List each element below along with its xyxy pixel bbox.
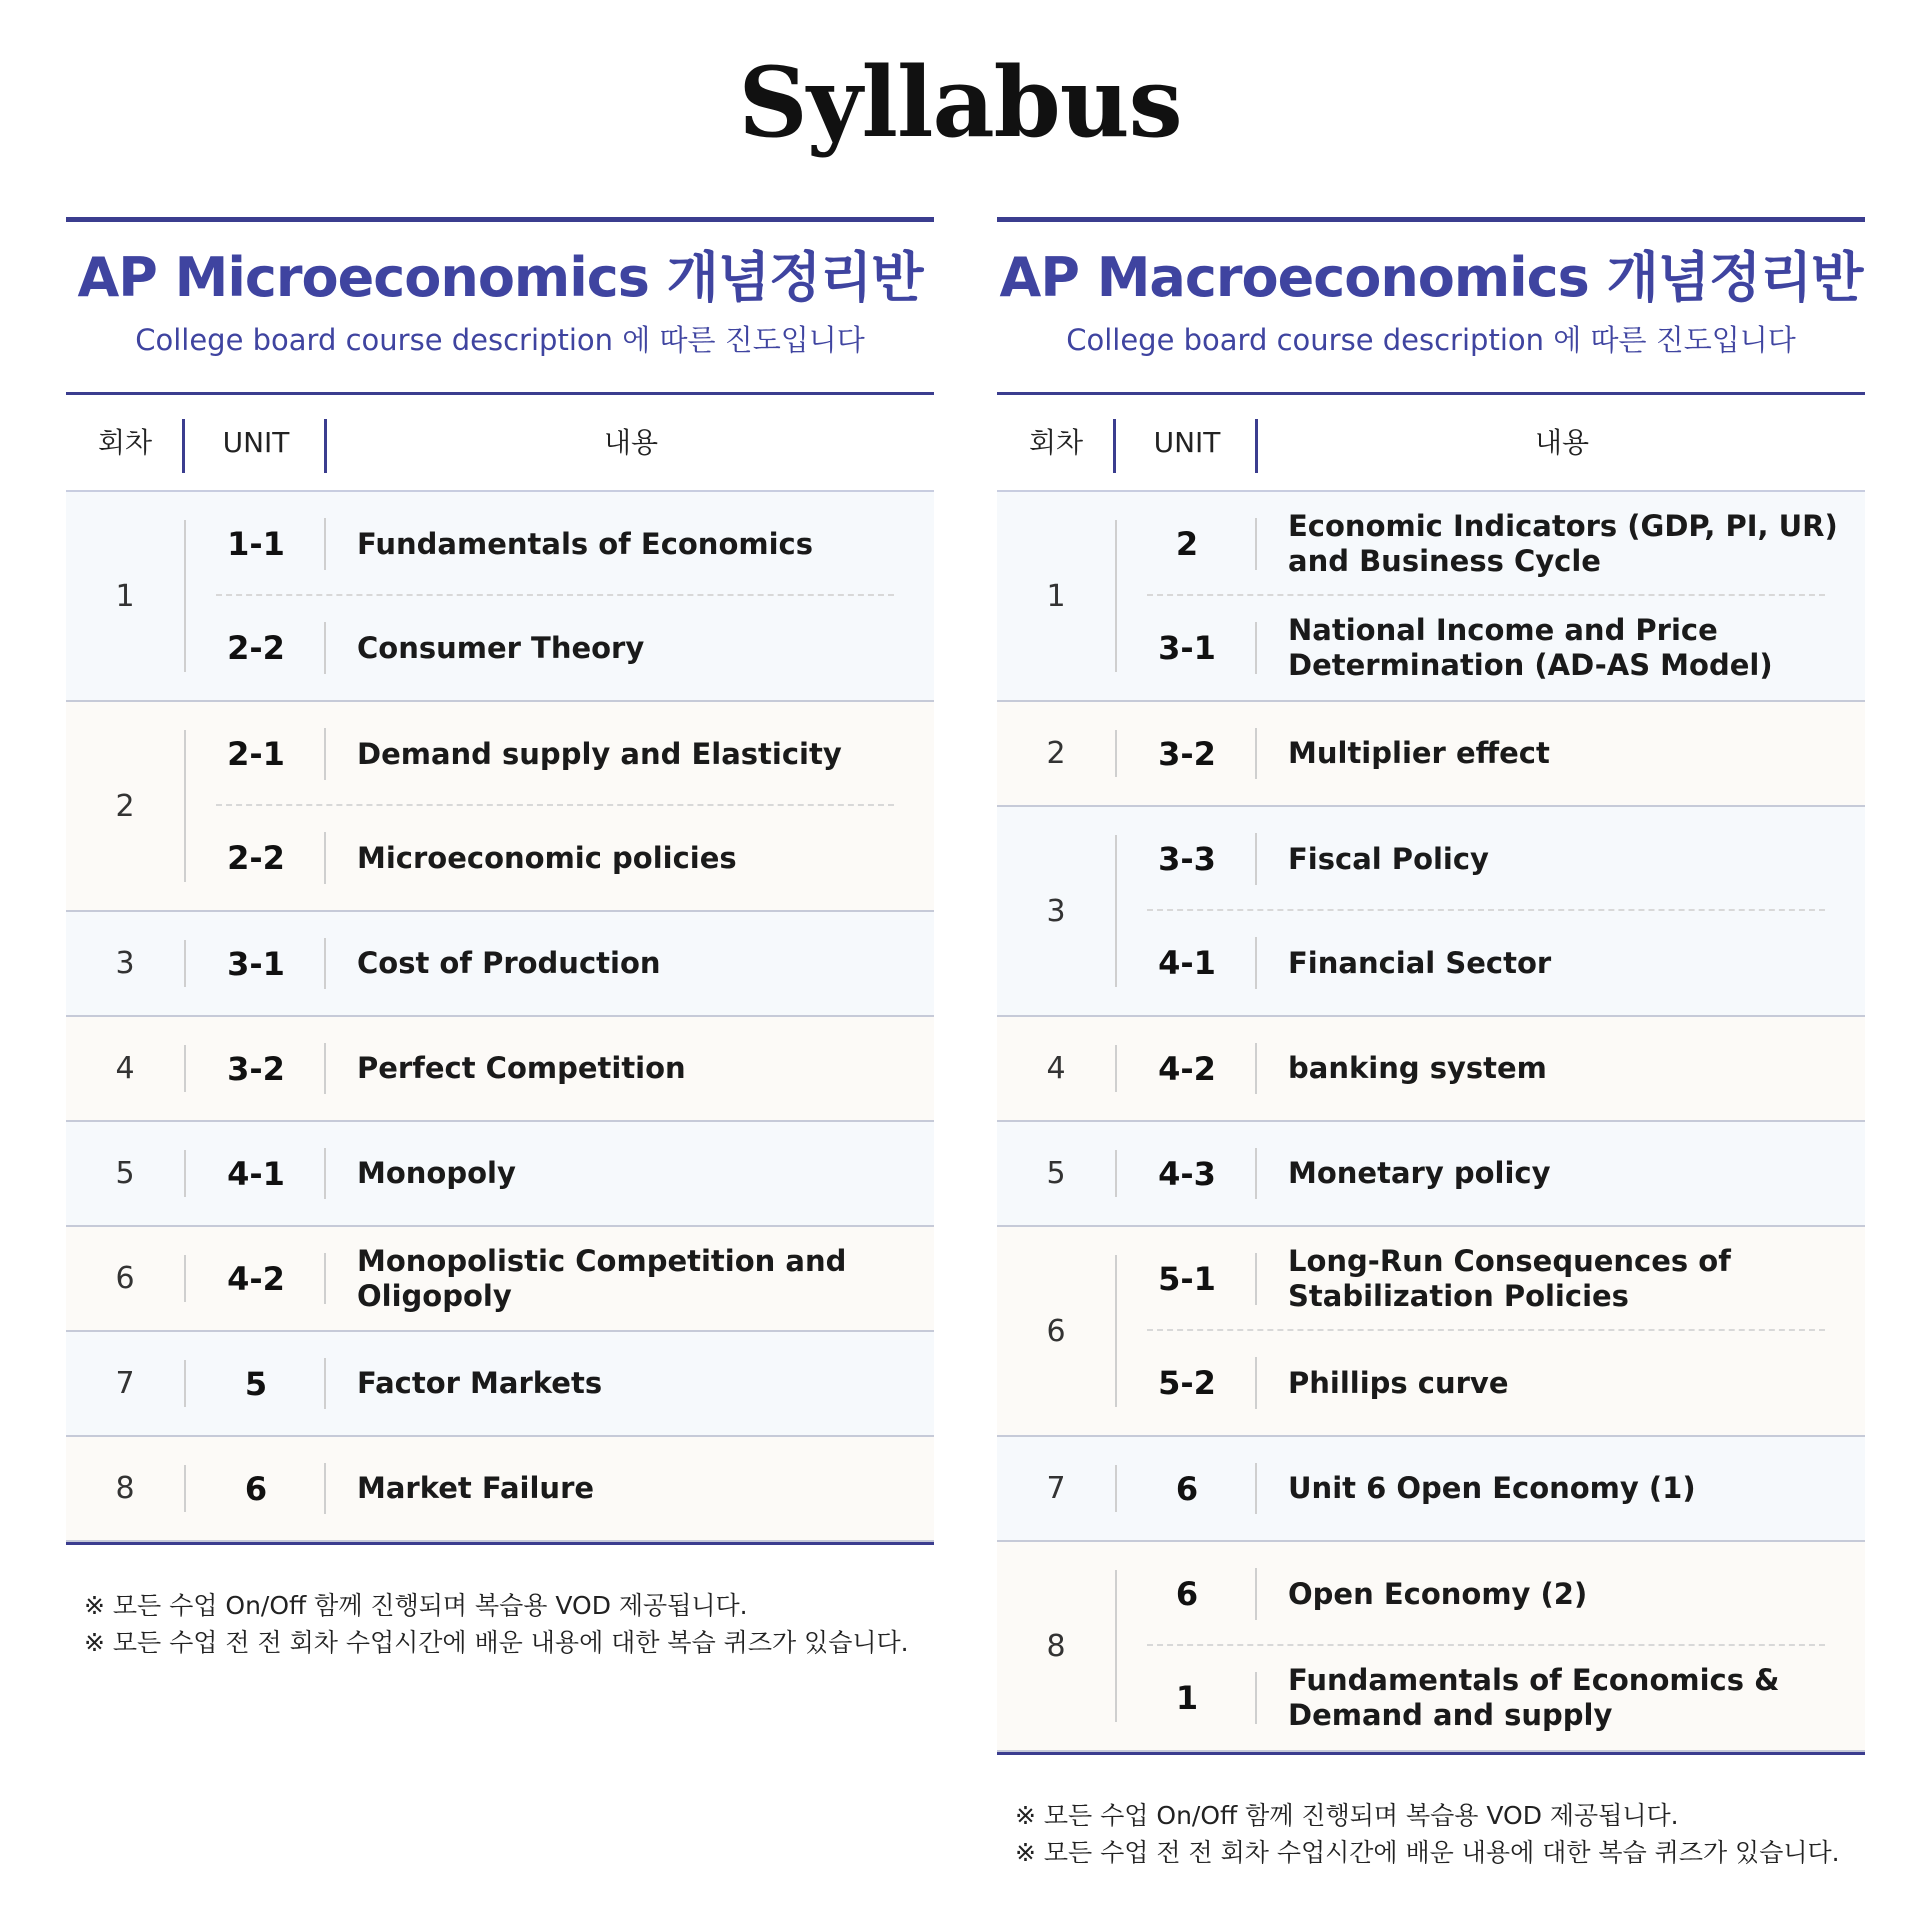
- session-number: 1: [1046, 578, 1066, 614]
- micro-syllabus-panel: [66, 217, 934, 1657]
- table-row: [997, 1646, 1865, 1750]
- session-group: [997, 492, 1865, 702]
- course-title: AP Macroeconomics 개념정리반: [999, 246, 1863, 309]
- column-separator: [1255, 937, 1257, 989]
- session-group: [66, 912, 934, 1017]
- column-separator: [324, 518, 326, 570]
- table-bottom-rule: [66, 1542, 934, 1545]
- session-group: [997, 1122, 1865, 1227]
- table-header: [997, 395, 1865, 492]
- unit-content: Demand supply and Elasticity: [357, 736, 842, 771]
- unit-content: Open Economy (2): [1288, 1576, 1588, 1611]
- table-row: [997, 1017, 1865, 1120]
- unit-code: 2: [1175, 525, 1199, 563]
- unit-code: 6: [244, 1469, 268, 1508]
- session-number: 7: [115, 1366, 135, 1401]
- unit-content: Phillips curve: [1288, 1365, 1509, 1400]
- footnote: ※ 모든 수업 전 전 회차 수업시간에 배운 내용에 대한 복습 퀴즈가 있습니다.: [1015, 1838, 1840, 1867]
- session-number: 6: [1046, 1313, 1066, 1349]
- unit-content: Unit 6 Open Economy (1): [1288, 1471, 1696, 1506]
- unit-code: 1-1: [227, 525, 285, 563]
- unit-content: Consumer Theory: [357, 630, 645, 665]
- footnotes: [66, 1587, 934, 1661]
- course-subtitle: College board course description 에 따른 진도입니다: [135, 323, 865, 358]
- unit-content: Market Failure: [357, 1471, 595, 1506]
- session-number: 3: [1046, 893, 1066, 929]
- unit-code: 3-2: [227, 1049, 285, 1088]
- session-number: 8: [115, 1471, 135, 1506]
- column-separator: [1255, 622, 1257, 674]
- table-row: [997, 596, 1865, 700]
- macro-syllabus-panel: [997, 217, 1865, 1867]
- session-group: [66, 1332, 934, 1437]
- table-row: [66, 1437, 934, 1540]
- table-row: [66, 596, 934, 700]
- table-row: [997, 911, 1865, 1015]
- column-separator: [324, 1043, 326, 1094]
- header-separator: [182, 419, 185, 473]
- unit-content: banking system: [1288, 1051, 1547, 1086]
- session-group: [66, 1122, 934, 1227]
- table-row: [997, 1437, 1865, 1540]
- column-separator: [1255, 1357, 1257, 1409]
- table-row: [66, 1122, 934, 1225]
- unit-code: 2-1: [227, 735, 285, 773]
- header-session: 회차: [1028, 426, 1084, 459]
- table-row: [997, 1542, 1865, 1646]
- unit-content: Monopoly: [357, 1156, 516, 1191]
- unit-code: 4-1: [1158, 944, 1216, 982]
- unit-content: Microeconomic policies: [357, 840, 737, 875]
- session-number: 4: [115, 1051, 135, 1086]
- column-separator: [1255, 1568, 1257, 1620]
- unit-content: Cost of Production: [357, 946, 661, 981]
- session-group: [66, 1017, 934, 1122]
- session-group: [66, 1437, 934, 1542]
- session-group: [997, 702, 1865, 807]
- unit-code: 3-2: [1158, 734, 1216, 773]
- column-separator: [1255, 1253, 1257, 1305]
- header-content: 내용: [1534, 426, 1590, 459]
- table-row: [997, 1227, 1865, 1331]
- session-group: [66, 1227, 934, 1332]
- header-session: 회차: [97, 426, 153, 459]
- column-separator: [1255, 1148, 1257, 1199]
- unit-code: 5: [244, 1364, 268, 1403]
- unit-code: 6: [1175, 1469, 1199, 1508]
- session-group: [997, 1437, 1865, 1542]
- unit-code: 4-2: [1158, 1049, 1216, 1088]
- table-row: [66, 1227, 934, 1330]
- unit-code: 2-2: [227, 629, 285, 667]
- column-separator: [324, 622, 326, 674]
- course-title: AP Microeconomics 개념정리반: [77, 246, 923, 309]
- table-row: [997, 807, 1865, 911]
- session-group: [66, 492, 934, 702]
- unit-content: Financial Sector: [1288, 945, 1552, 980]
- column-separator: [324, 938, 326, 989]
- header-separator: [1255, 419, 1258, 473]
- unit-code: 5-1: [1158, 1260, 1216, 1298]
- unit-code: 3-1: [227, 944, 285, 983]
- session-number: 4: [1046, 1051, 1066, 1086]
- unit-content: National Income and Price Determination (AD-AS Model): [1288, 613, 1773, 682]
- table-row: [66, 1017, 934, 1120]
- unit-content: Fundamentals of Economics: [357, 526, 813, 561]
- table-row: [66, 912, 934, 1015]
- unit-content: Fiscal Policy: [1288, 841, 1489, 876]
- session-number: 5: [1046, 1156, 1066, 1191]
- unit-content: Monopolistic Competition and Oligopoly: [357, 1243, 847, 1313]
- session-number: 3: [115, 946, 135, 981]
- unit-code: 2-2: [227, 839, 285, 877]
- session-number: 8: [1046, 1628, 1066, 1664]
- column-separator: [324, 1148, 326, 1199]
- header-separator: [324, 419, 327, 473]
- syllabus-rows: [997, 492, 1865, 1871]
- session-group: [997, 1227, 1865, 1437]
- unit-code: 3-1: [1158, 629, 1216, 667]
- header-unit: UNIT: [1153, 426, 1221, 459]
- unit-content: Long-Run Consequences of Stabilization Policies: [1288, 1244, 1731, 1313]
- column-separator: [1255, 1672, 1257, 1724]
- table-row: [997, 702, 1865, 805]
- header-separator: [1113, 419, 1116, 473]
- unit-content: Fundamentals of Economics & Demand and supply: [1288, 1663, 1780, 1732]
- header-content: 내용: [603, 426, 659, 459]
- page-title: Syllabus: [738, 46, 1182, 159]
- footnote: ※ 모든 수업 전 전 회차 수업시간에 배운 내용에 대한 복습 퀴즈가 있습니다.: [84, 1628, 909, 1657]
- session-number: 7: [1046, 1471, 1066, 1506]
- table-row: [997, 1331, 1865, 1435]
- table-row: [997, 1122, 1865, 1225]
- unit-code: 4-1: [227, 1154, 285, 1193]
- table-row: [66, 1332, 934, 1435]
- table-row: [66, 806, 934, 910]
- column-separator: [1255, 1043, 1257, 1094]
- unit-code: 5-2: [1158, 1364, 1216, 1402]
- column-separator: [1255, 518, 1257, 570]
- session-group: [997, 1017, 1865, 1122]
- table-row: [66, 492, 934, 596]
- unit-content: Multiplier effect: [1288, 736, 1550, 771]
- unit-code: 4-2: [227, 1259, 285, 1298]
- session-group: [997, 807, 1865, 1017]
- panel-top-rule: [997, 217, 1865, 222]
- session-number: 2: [115, 788, 135, 824]
- session-number: 5: [115, 1156, 135, 1191]
- footnote: ※ 모든 수업 On/Off 함께 진행되며 복습용 VOD 제공됩니다.: [84, 1591, 748, 1620]
- column-separator: [1255, 1463, 1257, 1514]
- syllabus-rows: [66, 492, 934, 1661]
- course-subtitle: College board course description 에 따른 진도입니다: [1066, 323, 1796, 358]
- unit-code: 3-3: [1158, 840, 1216, 878]
- column-separator: [1255, 728, 1257, 779]
- session-number: 1: [115, 578, 135, 614]
- panel-top-rule: [66, 217, 934, 222]
- unit-content: Perfect Competition: [357, 1051, 686, 1086]
- table-row: [997, 492, 1865, 596]
- table-bottom-rule: [997, 1752, 1865, 1755]
- session-number: 2: [1046, 736, 1066, 771]
- unit-content: Factor Markets: [357, 1366, 603, 1401]
- column-separator: [324, 728, 326, 780]
- session-group: [997, 1542, 1865, 1752]
- table-row: [66, 702, 934, 806]
- column-separator: [324, 1253, 326, 1304]
- session-group: [66, 702, 934, 912]
- column-separator: [324, 1358, 326, 1409]
- unit-code: 1: [1175, 1679, 1199, 1717]
- unit-code: 4-3: [1158, 1154, 1216, 1193]
- session-number: 6: [115, 1261, 135, 1296]
- column-separator: [324, 832, 326, 884]
- footnotes: [997, 1797, 1865, 1871]
- unit-content: Economic Indicators (GDP, PI, UR) and Business Cycle: [1288, 509, 1838, 578]
- header-unit: UNIT: [222, 426, 290, 459]
- footnote: ※ 모든 수업 On/Off 함께 진행되며 복습용 VOD 제공됩니다.: [1015, 1801, 1679, 1830]
- unit-code: 6: [1175, 1575, 1199, 1613]
- column-separator: [1255, 833, 1257, 885]
- column-separator: [324, 1463, 326, 1514]
- table-header: [66, 395, 934, 492]
- unit-content: Monetary policy: [1288, 1156, 1551, 1191]
